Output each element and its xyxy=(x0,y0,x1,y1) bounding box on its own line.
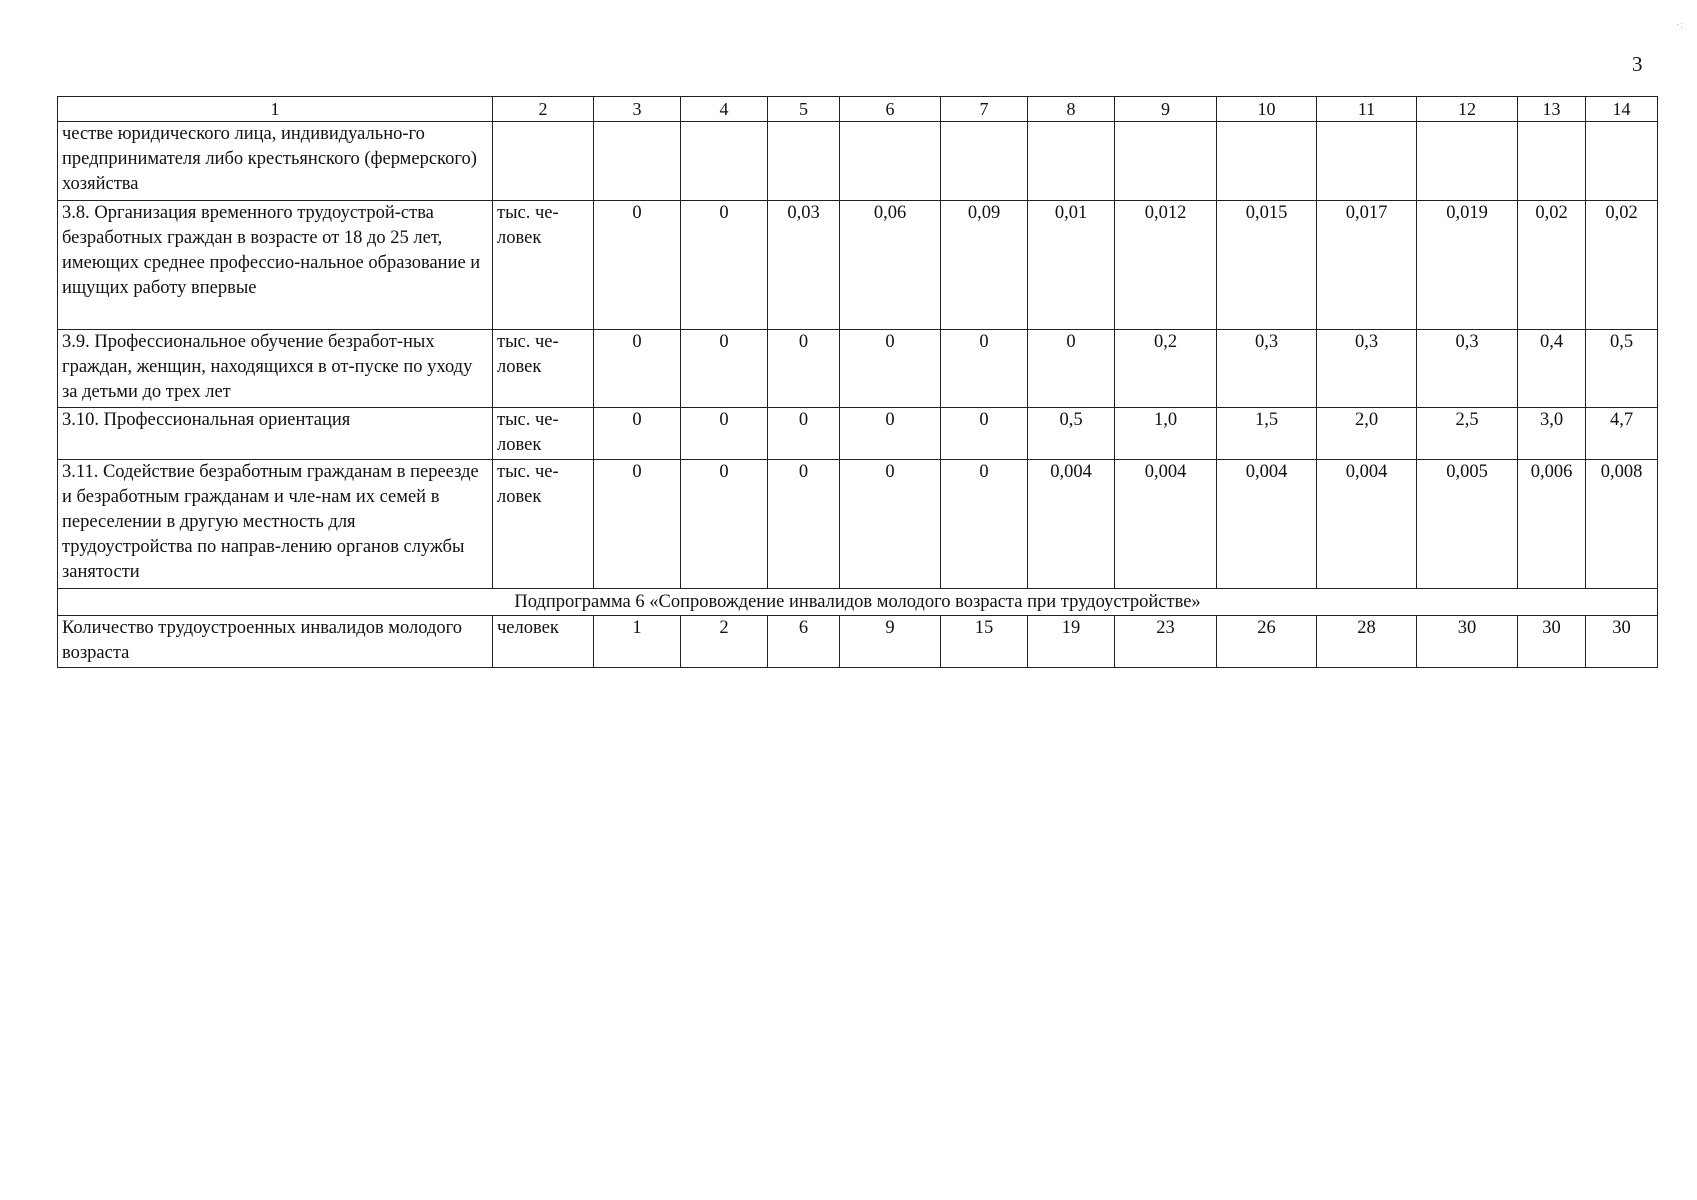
value-cell xyxy=(1317,122,1417,201)
value-cell: 15 xyxy=(941,616,1028,668)
indicator-description: честве юридического лица, индивидуально-го предпринимателя либо крестьянского (фермерского) хозяйства xyxy=(58,122,493,201)
value-cell: 0 xyxy=(768,460,840,589)
table-body xyxy=(58,97,1658,668)
value-cell: 9 xyxy=(840,616,941,668)
value-cell: 0 xyxy=(840,460,941,589)
subprogram-header-row xyxy=(58,589,1658,616)
value-cell: 0,3 xyxy=(1317,330,1417,408)
value-cell: 0,01 xyxy=(1028,201,1115,330)
value-cell: 0,004 xyxy=(1217,460,1317,589)
value-cell xyxy=(840,122,941,201)
column-number-row xyxy=(58,97,1658,122)
value-cell: 0,09 xyxy=(941,201,1028,330)
value-cell: 30 xyxy=(1586,616,1658,668)
value-cell: 0,3 xyxy=(1217,330,1317,408)
value-cell xyxy=(1217,122,1317,201)
value-cell: 0 xyxy=(681,460,768,589)
scan-artifact-mark: ·: xyxy=(1676,20,1685,31)
value-cell: 0,008 xyxy=(1586,460,1658,589)
table-row xyxy=(58,201,1658,330)
value-cell xyxy=(681,122,768,201)
value-cell: 30 xyxy=(1518,616,1586,668)
value-cell: 1 xyxy=(594,616,681,668)
value-cell: 0 xyxy=(941,408,1028,460)
value-cell: 0 xyxy=(594,201,681,330)
subprogram-title: Подпрограмма 6 «Сопровождение инвалидов молодого возраста при трудоустройстве» xyxy=(58,589,1658,616)
value-cell: 0 xyxy=(681,408,768,460)
value-cell: 0 xyxy=(941,330,1028,408)
unit-cell: человек xyxy=(493,616,594,668)
value-cell: 0,005 xyxy=(1417,460,1518,589)
unit-cell: тыс. че-ловек xyxy=(493,460,594,589)
value-cell: 0,004 xyxy=(1115,460,1217,589)
column-number-cell: 8 xyxy=(1028,97,1115,122)
indicators-table xyxy=(57,96,1658,668)
indicator-description: Количество трудоустроенных инвалидов молодого возраста xyxy=(58,616,493,668)
value-cell: 0 xyxy=(941,460,1028,589)
value-cell: 0 xyxy=(594,460,681,589)
table-row xyxy=(58,460,1658,589)
column-number-cell: 9 xyxy=(1115,97,1217,122)
value-cell xyxy=(1518,122,1586,201)
column-number-cell: 6 xyxy=(840,97,941,122)
value-cell: 26 xyxy=(1217,616,1317,668)
value-cell: 0,015 xyxy=(1217,201,1317,330)
value-cell: 0,019 xyxy=(1417,201,1518,330)
indicator-description: 3.10. Профессиональная ориентация xyxy=(58,408,493,460)
column-number-cell: 3 xyxy=(594,97,681,122)
value-cell xyxy=(594,122,681,201)
value-cell: 1,0 xyxy=(1115,408,1217,460)
value-cell: 0,004 xyxy=(1317,460,1417,589)
unit-cell: тыс. че-ловек xyxy=(493,201,594,330)
value-cell: 0,012 xyxy=(1115,201,1217,330)
column-number-cell: 7 xyxy=(941,97,1028,122)
value-cell xyxy=(1028,122,1115,201)
column-number-cell: 5 xyxy=(768,97,840,122)
value-cell: 0 xyxy=(768,330,840,408)
value-cell: 0,006 xyxy=(1518,460,1586,589)
value-cell: 0 xyxy=(840,408,941,460)
value-cell: 0,5 xyxy=(1028,408,1115,460)
value-cell xyxy=(1417,122,1518,201)
value-cell: 30 xyxy=(1417,616,1518,668)
column-number-cell: 4 xyxy=(681,97,768,122)
value-cell: 0,004 xyxy=(1028,460,1115,589)
value-cell: 2,5 xyxy=(1417,408,1518,460)
table-row xyxy=(58,122,1658,201)
value-cell: 0 xyxy=(681,330,768,408)
indicator-description: 3.9. Профессиональное обучение безработ-ных граждан, женщин, находящихся в от-пуске по уходу за детьми до трех лет xyxy=(58,330,493,408)
value-cell: 0 xyxy=(594,330,681,408)
column-number-cell: 2 xyxy=(493,97,594,122)
value-cell xyxy=(768,122,840,201)
indicator-description: 3.11. Содействие безработным гражданам в переезде и безработным гражданам и чле-нам их семей в переселении в другую местность для трудоустройства по направ-лению органов службы занятости xyxy=(58,460,493,589)
column-number-cell: 1 xyxy=(58,97,493,122)
column-number-cell: 10 xyxy=(1217,97,1317,122)
value-cell: 0,017 xyxy=(1317,201,1417,330)
value-cell: 3,0 xyxy=(1518,408,1586,460)
value-cell: 0,2 xyxy=(1115,330,1217,408)
table-row xyxy=(58,330,1658,408)
value-cell: 1,5 xyxy=(1217,408,1317,460)
value-cell: 28 xyxy=(1317,616,1417,668)
column-number-cell: 13 xyxy=(1518,97,1586,122)
page-number: 3 xyxy=(1632,52,1643,76)
value-cell: 6 xyxy=(768,616,840,668)
table-row xyxy=(58,616,1658,668)
value-cell: 19 xyxy=(1028,616,1115,668)
value-cell: 0 xyxy=(768,408,840,460)
value-cell: 0 xyxy=(840,330,941,408)
indicator-description: 3.8. Организация временного трудоустрой-ства безработных граждан в возрасте от 18 до 25 лет, имеющих среднее профессио-нальное образование и ищущих работу впервые xyxy=(58,201,493,330)
value-cell: 0,3 xyxy=(1417,330,1518,408)
value-cell: 0,03 xyxy=(768,201,840,330)
value-cell: 0,02 xyxy=(1518,201,1586,330)
unit-cell: тыс. че-ловек xyxy=(493,408,594,460)
table-row xyxy=(58,408,1658,460)
value-cell: 2 xyxy=(681,616,768,668)
value-cell: 0,4 xyxy=(1518,330,1586,408)
column-number-cell: 14 xyxy=(1586,97,1658,122)
unit-cell: тыс. че-ловек xyxy=(493,330,594,408)
value-cell: 0 xyxy=(594,408,681,460)
value-cell xyxy=(1115,122,1217,201)
column-number-cell: 12 xyxy=(1417,97,1518,122)
unit-cell xyxy=(493,122,594,201)
value-cell: 0 xyxy=(1028,330,1115,408)
value-cell xyxy=(1586,122,1658,201)
value-cell: 0 xyxy=(681,201,768,330)
column-number-cell: 11 xyxy=(1317,97,1417,122)
value-cell xyxy=(941,122,1028,201)
value-cell: 2,0 xyxy=(1317,408,1417,460)
value-cell: 0,5 xyxy=(1586,330,1658,408)
value-cell: 0,06 xyxy=(840,201,941,330)
value-cell: 23 xyxy=(1115,616,1217,668)
value-cell: 4,7 xyxy=(1586,408,1658,460)
value-cell: 0,02 xyxy=(1586,201,1658,330)
